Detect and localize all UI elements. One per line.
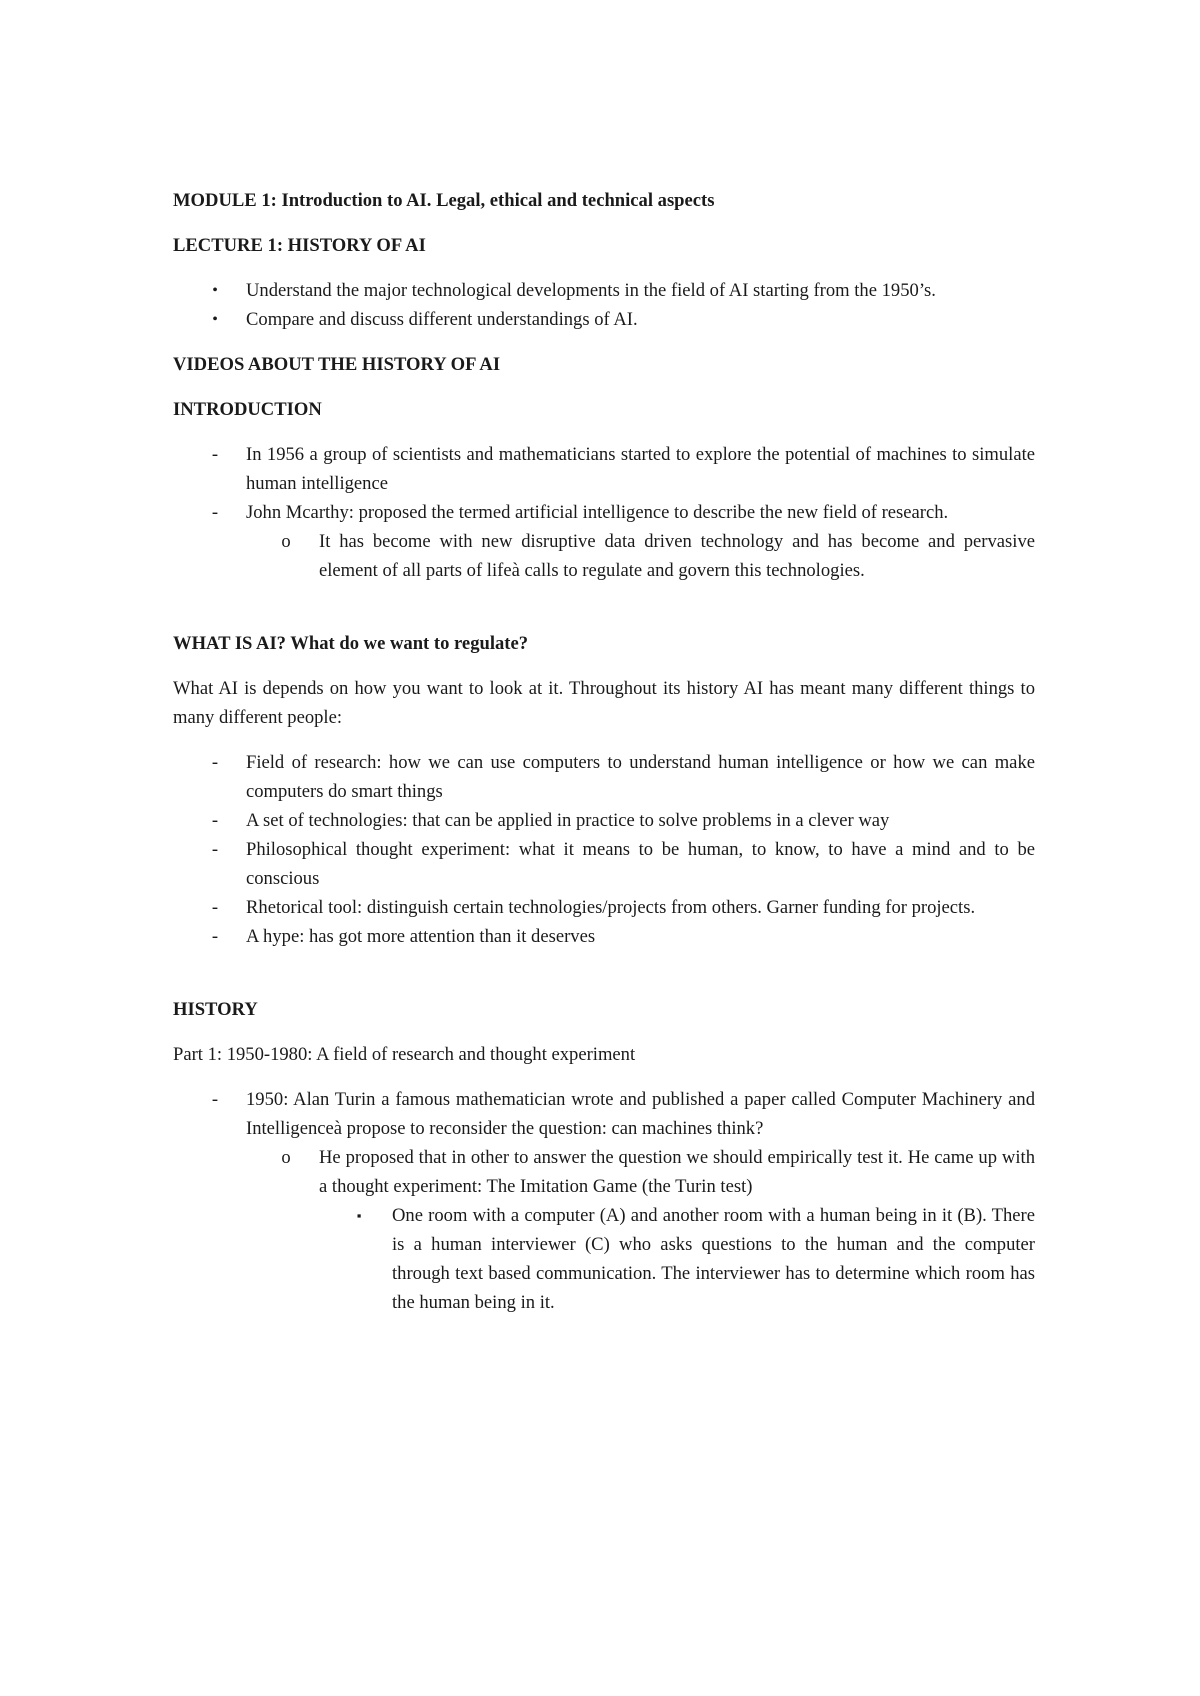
list-item-text: 1950: Alan Turin a famous mathematician wrote and published a paper called Computer Machinery and Intelligenceà propose to reconsider the question: can machines think? bbox=[246, 1089, 1035, 1139]
dash-icon: - bbox=[211, 897, 219, 918]
dash-icon: - bbox=[211, 1089, 219, 1110]
dash-icon: - bbox=[211, 926, 219, 947]
list-item-text: In 1956 a group of scientists and mathematicians started to explore the potential of machines to simulate human intelligence bbox=[246, 444, 1035, 494]
list-item-text: He proposed that in other to answer the question we should empirically test it. He came up with a thought experiment: The Imitation Game (the Turin test) bbox=[319, 1147, 1035, 1197]
list-item bbox=[173, 305, 1035, 334]
list-item-text: Field of research: how we can use computers to understand human intelligence or how we can make computers do smart things bbox=[246, 752, 1035, 802]
list-item bbox=[173, 276, 1035, 305]
whatis-paragraph: What AI is depends on how you want to look at it. Throughout its history AI has meant many different things to many different people: bbox=[173, 678, 1035, 728]
list-item-text: Philosophical thought experiment: what it means to be human, to know, to have a mind and to be conscious bbox=[246, 839, 1035, 889]
list-item bbox=[173, 806, 1035, 835]
list-item-text: John Mcarthy: proposed the termed artificial intelligence to describe the new field of research. bbox=[246, 502, 949, 523]
history-sub-list bbox=[246, 1143, 1035, 1317]
bullet-icon: • bbox=[212, 282, 218, 299]
lecture-title: LECTURE 1: HISTORY OF AI bbox=[173, 235, 426, 256]
intro-sub-list bbox=[246, 527, 1035, 585]
module-title: MODULE 1: Introduction to AI. Legal, ethical and technical aspects bbox=[173, 190, 715, 211]
list-item bbox=[173, 498, 1035, 585]
intro-list bbox=[173, 440, 1035, 585]
dash-icon: - bbox=[211, 444, 219, 465]
videos-heading: VIDEOS ABOUT THE HISTORY OF AI bbox=[173, 354, 501, 375]
document-page bbox=[173, 186, 1035, 1333]
history-list bbox=[173, 1085, 1035, 1317]
list-item bbox=[173, 893, 1035, 922]
list-item bbox=[319, 1201, 1035, 1317]
list-item bbox=[246, 527, 1035, 585]
list-item-text: A hype: has got more attention than it deserves bbox=[246, 926, 596, 947]
list-item-text: Rhetorical tool: distinguish certain technologies/projects from others. Garner funding for projects. bbox=[246, 897, 976, 918]
whatis-list bbox=[173, 748, 1035, 951]
list-item bbox=[173, 440, 1035, 498]
square-bullet-icon: ▪ bbox=[356, 1208, 362, 1223]
list-item bbox=[173, 922, 1035, 951]
list-item bbox=[246, 1143, 1035, 1317]
dash-icon: - bbox=[211, 839, 219, 860]
intro-heading: INTRODUCTION bbox=[173, 399, 322, 420]
list-item bbox=[173, 835, 1035, 893]
circle-bullet-icon: o bbox=[281, 531, 291, 552]
list-item bbox=[173, 1085, 1035, 1317]
circle-bullet-icon: o bbox=[281, 1147, 291, 1168]
dash-icon: - bbox=[211, 502, 219, 523]
history-part-label: Part 1: 1950-1980: A field of research and thought experiment bbox=[173, 1044, 636, 1065]
dash-icon: - bbox=[211, 752, 219, 773]
history-subsub-list bbox=[319, 1201, 1035, 1317]
list-item-text: Understand the major technological developments in the field of AI starting from the 1950’s. bbox=[246, 280, 936, 301]
list-item-text: It has become with new disruptive data driven technology and has become and pervasive element of all parts of lifeà calls to regulate and govern this technologies. bbox=[319, 531, 1035, 581]
list-item-text: One room with a computer (A) and another room with a human being in it (B). There is a human interviewer (C) who asks questions to the human and the computer through text based communication. The interviewer has to determine which room has the human being in it. bbox=[392, 1205, 1035, 1313]
list-item-text: Compare and discuss different understandings of AI. bbox=[246, 309, 638, 330]
dash-icon: - bbox=[211, 810, 219, 831]
bullet-icon: • bbox=[212, 311, 218, 328]
whatis-heading: WHAT IS AI? What do we want to regulate? bbox=[173, 633, 529, 654]
objectives-list bbox=[173, 276, 1035, 334]
list-item bbox=[173, 748, 1035, 806]
list-item-text: A set of technologies: that can be applied in practice to solve problems in a clever way bbox=[246, 810, 890, 831]
history-heading: HISTORY bbox=[173, 999, 258, 1020]
